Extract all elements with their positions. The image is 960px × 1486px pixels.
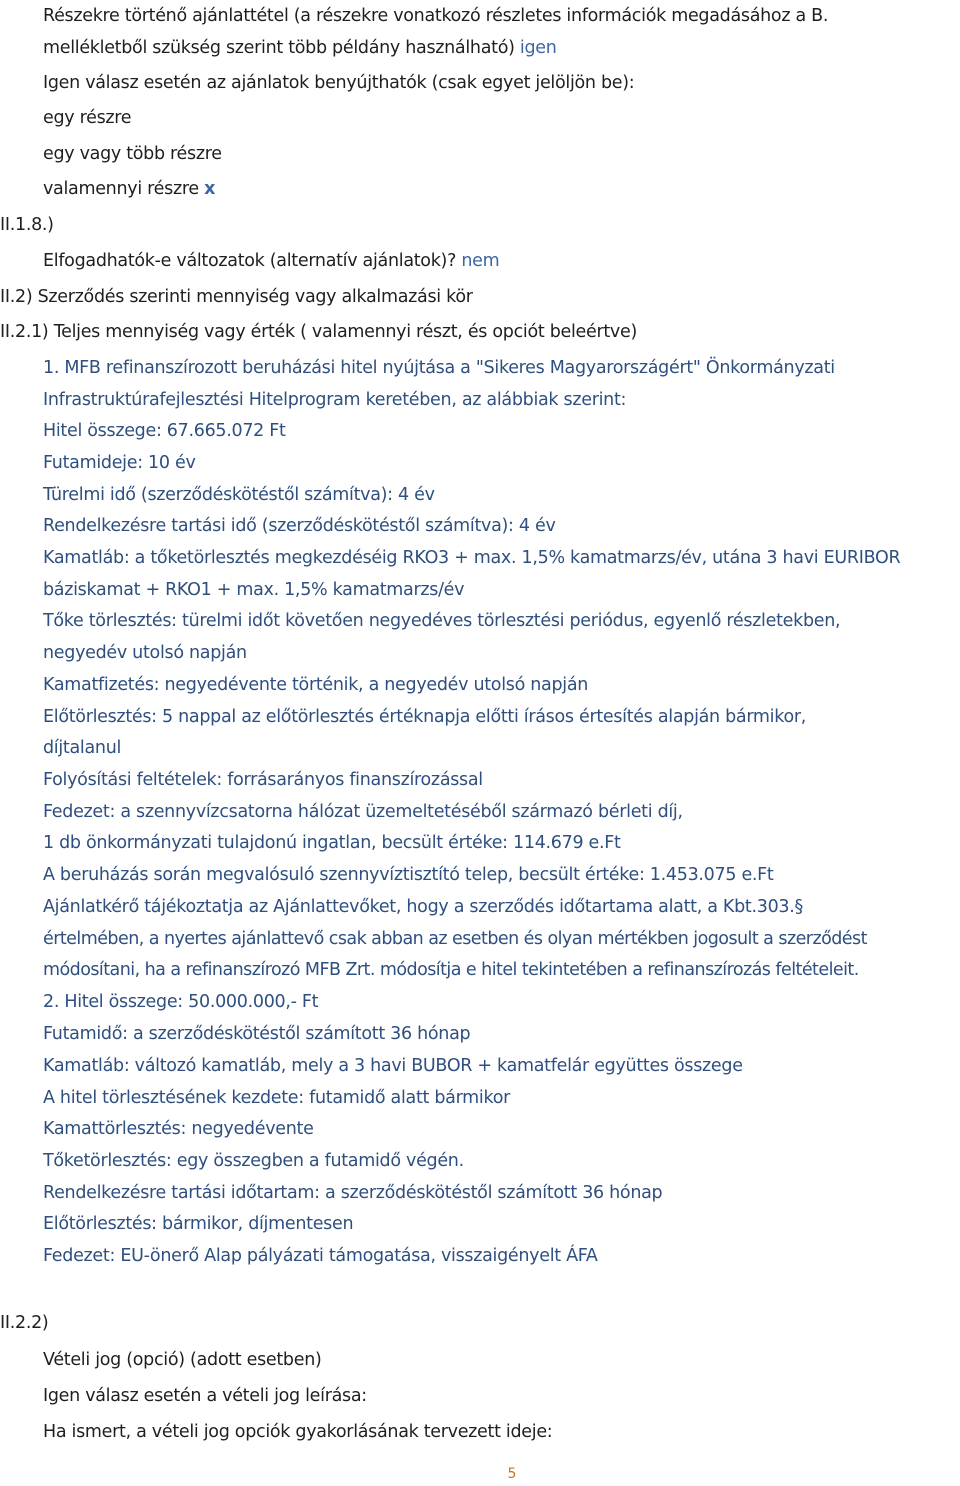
option-heading: Vételi jog (opció) (adott esetben) (43, 1350, 322, 1370)
section-number-ii-1-8: II.1.8.) (0, 215, 54, 235)
detail-line: Kamattörlesztés: negyedévente (43, 1119, 314, 1139)
detail-line: A hitel törlesztésének kezdete: futamidő alatt bármikor (43, 1088, 510, 1108)
detail-line: Fedezet: a szennyvízcsatorna hálózat üzemeltetéséből származó bérleti díj, (43, 802, 683, 822)
detail-line: Kamatláb: a tőketörlesztés megkezdéséig RKO3 + max. 1,5% kamatmarzs/év, utána 3 havi EURIBOR (43, 548, 901, 568)
variants-question-text: Elfogadhatók-e változatok (alternatív ajánlatok)? (43, 251, 457, 271)
detail-line: 1. MFB refinanszírozott beruházási hitel nyújtása a "Sikeres Magyarországért" Önkormányzati (43, 358, 835, 378)
detail-line: Rendelkezésre tartási idő (szerződéskötéstől számítva): 4 év (43, 516, 556, 536)
option-timing-label: Ha ismert, a vételi jog opciók gyakorlásának tervezett ideje: (43, 1422, 553, 1442)
variants-question (43, 249, 499, 273)
option-one-or-more-parts: egy vagy több részre (43, 144, 222, 164)
detail-line: Fedezet: EU-önerő Alap pályázati támogatása, visszaigényelt ÁFA (43, 1246, 598, 1266)
detail-line: Tőketörlesztés: egy összegben a futamidő végén. (43, 1151, 464, 1171)
detail-line: Futamidő: a szerződéskötéstől számított 36 hónap (43, 1024, 471, 1044)
detail-line: Folyósítási feltételek: forrásarányos finanszírozással (43, 770, 483, 790)
detail-line: Türelmi idő (szerződéskötéstől számítva): 4 év (43, 485, 435, 505)
detail-line: A beruházás során megvalósuló szennyvíztisztító telep, becsült értéke: 1.453.075 e.Ft (43, 865, 774, 885)
option-description-label: Igen válasz esetén a vételi jog leírása: (43, 1386, 367, 1406)
detail-line: negyedév utolsó napján (43, 643, 247, 663)
detail-line: módosítani, ha a refinanszírozó MFB Zrt. módosítja e hitel tekintetében a refinanszírozás feltételeit. (43, 960, 859, 980)
detail-line: Előtörlesztés: bármikor, díjmentesen (43, 1214, 354, 1234)
detail-line: Tőke törlesztés: türelmi időt követően negyedéves törlesztési periódus, egyenlő részletekben, (43, 611, 841, 631)
detail-line: értelmében, a nyertes ajánlattevő csak abban az esetben és olyan mértékben jogosult a szerződést (43, 929, 867, 949)
intro-line-1: Részekre történő ajánlattétel (a részekre vonatkozó részletes információk megadásához a B. (43, 6, 829, 26)
detail-line: Hitel összege: 67.665.072 Ft (43, 421, 286, 441)
option-all-parts (43, 177, 215, 201)
detail-line: Kamatfizetés: negyedévente történik, a negyedév utolsó napján (43, 675, 589, 695)
detail-line: 1 db önkormányzati tulajdonú ingatlan, becsült értéke: 114.679 e.Ft (43, 833, 621, 853)
intro-line-2 (43, 36, 557, 60)
detail-line: Infrastruktúrafejlesztési Hitelprogram keretében, az alábbiak szerint: (43, 390, 627, 410)
variants-answer: nem (461, 251, 500, 271)
option-one-part: egy részre (43, 108, 132, 128)
option-all-parts-mark: x (204, 179, 216, 199)
option-all-parts-label: valamennyi részre (43, 179, 199, 199)
section-heading-ii-2: II.2) Szerződés szerinti mennyiség vagy alkalmazási kör (0, 287, 473, 307)
detail-line: Ajánlatkérő tájékoztatja az Ajánlattevőket, hogy a szerződés időtartama alatt, a Kbt.303.§ (43, 897, 803, 917)
detail-line: 2. Hitel összege: 50.000.000,- Ft (43, 992, 319, 1012)
detail-line: Előtörlesztés: 5 nappal az előtörlesztés értéknapja előtti írásos értesítés alapján bármikor, (43, 707, 807, 727)
section-number-ii-2-2: II.2.2) (0, 1313, 49, 1333)
intro-line-3: Igen válasz esetén az ajánlatok benyújthatók (csak egyet jelöljön be): (43, 73, 635, 93)
detail-line: báziskamat + RKO1 + max. 1,5% kamatmarzs/év (43, 580, 465, 600)
page-number: 5 (507, 1466, 517, 1482)
section-heading-ii-2-1: II.2.1) Teljes mennyiség vagy érték ( valamennyi részt, és opciót beleértve) (0, 322, 637, 342)
detail-line: Rendelkezésre tartási időtartam: a szerződéskötéstől számított 36 hónap (43, 1183, 663, 1203)
parts-answer: igen (519, 38, 557, 58)
intro-line-2-text: mellékletből szükség szerint több példány használható) (43, 38, 515, 58)
detail-line: Futamideje: 10 év (43, 453, 196, 473)
detail-line: Kamatláb: változó kamatláb, mely a 3 havi BUBOR + kamatfelár együttes összege (43, 1056, 743, 1076)
detail-line: díjtalanul (43, 738, 122, 758)
